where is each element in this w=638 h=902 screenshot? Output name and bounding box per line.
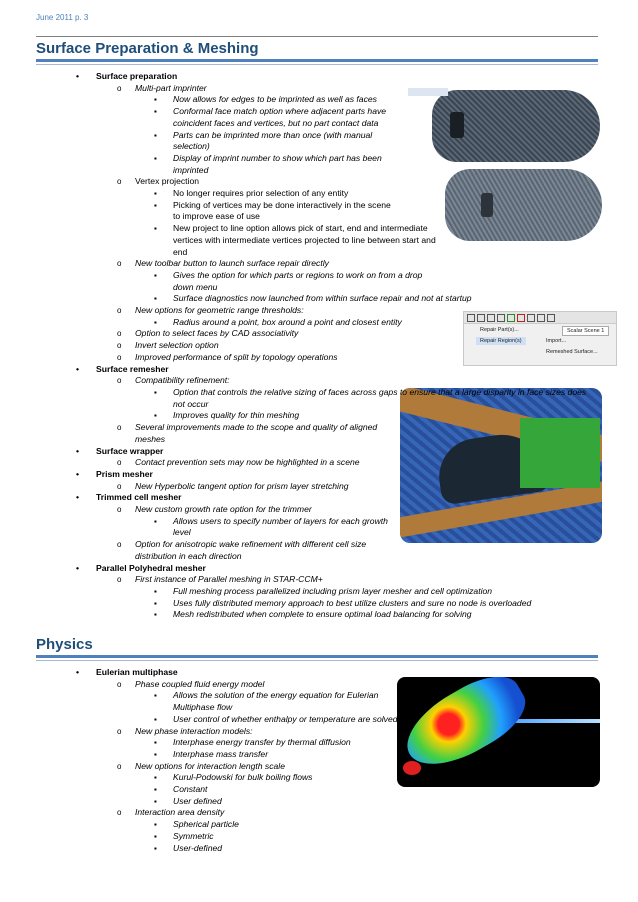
list-item: ▪ Interphase mass transfer bbox=[0, 749, 638, 761]
list-item: ▪ Conformal face match option where adjacent parts have coincident faces and vertices, but no part contact data bbox=[0, 106, 398, 129]
section-rule-thin bbox=[36, 64, 598, 65]
page-header: June 2011 p. 3 bbox=[36, 13, 89, 22]
list-item: o Option for anisotropic wake refinement with different cell size distribution in each direction bbox=[0, 539, 400, 562]
list-item: ▪ Surface diagnostics now launched from within surface repair and not at startup bbox=[0, 293, 638, 305]
list-item: • Eulerian multiphase bbox=[0, 667, 638, 679]
list-item: ▪ Display of imprint number to show which part has been imprinted bbox=[0, 153, 398, 176]
list-item: • Prism mesher bbox=[0, 469, 638, 481]
list-item: ▪ Kurul-Podowski for bulk boiling flows bbox=[0, 772, 638, 784]
list-item: o Multi-part imprinter bbox=[0, 83, 638, 95]
list-item: ▪ Improves quality for thin meshing bbox=[0, 410, 638, 422]
list-item: o Compatibility refinement: bbox=[0, 375, 638, 387]
list-item: • Parallel Polyhedral mesher bbox=[0, 563, 638, 575]
list-item: ▪ User-defined bbox=[0, 843, 638, 855]
section-rule bbox=[36, 59, 598, 62]
list-item: • Surface preparation bbox=[0, 71, 638, 83]
list-item: o Contact prevention sets may now be highlighted in a scene bbox=[0, 457, 638, 469]
list-item: ▪ Allows users to specify number of layers for each growth level bbox=[0, 516, 398, 539]
header-rule bbox=[36, 36, 598, 37]
meshing-content bbox=[0, 71, 638, 621]
physics-content bbox=[0, 667, 638, 854]
list-item: ▪ Allows the solution of the energy equation for Eulerian Multiphase flow bbox=[0, 690, 398, 713]
list-item: o New options for interaction length scale bbox=[0, 761, 638, 773]
section-title-physics: Physics bbox=[36, 636, 93, 653]
list-item: o Several improvements made to the scope and quality of aligned meshes bbox=[0, 422, 385, 445]
section-title-meshing: Surface Preparation & Meshing bbox=[36, 40, 259, 57]
list-item: ▪ Spherical particle bbox=[0, 819, 638, 831]
list-item: o New phase interaction models: bbox=[0, 726, 638, 738]
list-item: ▪ Constant bbox=[0, 784, 638, 796]
list-item: ▪ Symmetric bbox=[0, 831, 638, 843]
list-item: ▪ Parts can be imprinted more than once (with manual selection) bbox=[0, 130, 398, 153]
list-item: ▪ New project to line option allows pick of start, end and intermediate vertices with intermediate vertices projected to line between start and end bbox=[0, 223, 438, 258]
list-item: ▪ Uses fully distributed memory approach to best utilize clusters and sure no node is overloaded bbox=[0, 598, 638, 610]
list-item: ▪ Gives the option for which parts or regions to work on from a drop down menu bbox=[0, 270, 438, 293]
list-item: ▪ No longer requires prior selection of any entity bbox=[0, 188, 638, 200]
list-item: o Interaction area density bbox=[0, 807, 638, 819]
list-item: o New options for geometric range thresholds: bbox=[0, 305, 638, 317]
section-rule bbox=[36, 655, 598, 658]
submenu-remeshed-surface[interactable]: Remeshed Surface... bbox=[546, 349, 598, 355]
list-item: o Phase coupled fluid energy model bbox=[0, 679, 638, 691]
list-item: o Improved performance of split by topology operations bbox=[0, 352, 638, 364]
list-item: o New toolbar button to launch surface repair directly bbox=[0, 258, 638, 270]
list-item: o Invert selection option bbox=[0, 340, 638, 352]
list-item: o Option to select faces by CAD associativity bbox=[0, 328, 638, 340]
list-item: ▪ Radius around a point, box around a point and closest entity bbox=[0, 317, 638, 329]
list-item: ▪ Full meshing process parallelized including prism layer mesher and cell optimization bbox=[0, 586, 638, 598]
submenu-import[interactable]: Import... bbox=[546, 338, 567, 344]
scene-tab[interactable]: Scalar Scene 1 bbox=[562, 326, 609, 336]
list-item: o New custom growth rate option for the trimmer bbox=[0, 504, 638, 516]
list-item: • Trimmed cell mesher bbox=[0, 492, 638, 504]
list-item: o First instance of Parallel meshing in STAR-CCM+ bbox=[0, 574, 638, 586]
list-item: • Surface remesher bbox=[0, 364, 638, 376]
list-item: • Surface wrapper bbox=[0, 446, 638, 458]
list-item: ▪ Interphase energy transfer by thermal diffusion bbox=[0, 737, 638, 749]
list-item: ▪ Option that controls the relative sizing of faces across gaps to ensure that a large disparity in face sizes does not occur bbox=[0, 387, 593, 410]
list-item: ▪ User defined bbox=[0, 796, 638, 808]
list-item: o New Hyperbolic tangent option for prism layer stretching bbox=[0, 481, 638, 493]
list-item: ▪ Mesh redistributed when complete to ensure optimal load balancing for solving bbox=[0, 609, 638, 621]
list-item: o Vertex projection bbox=[0, 176, 638, 188]
list-item: ▪ Now allows for edges to be imprinted as well as faces bbox=[0, 94, 638, 106]
list-item: ▪ User control of whether enthalpy or temperature are solved bbox=[0, 714, 398, 726]
list-item: ▪ Picking of vertices may be done interactively in the scene to improve ease of use bbox=[0, 200, 398, 223]
menu-repair-parts[interactable]: Repair Part(s)... bbox=[480, 327, 519, 333]
menu-repair-regions[interactable]: Repair Region(s) bbox=[476, 337, 526, 345]
section-rule-thin bbox=[36, 660, 598, 661]
